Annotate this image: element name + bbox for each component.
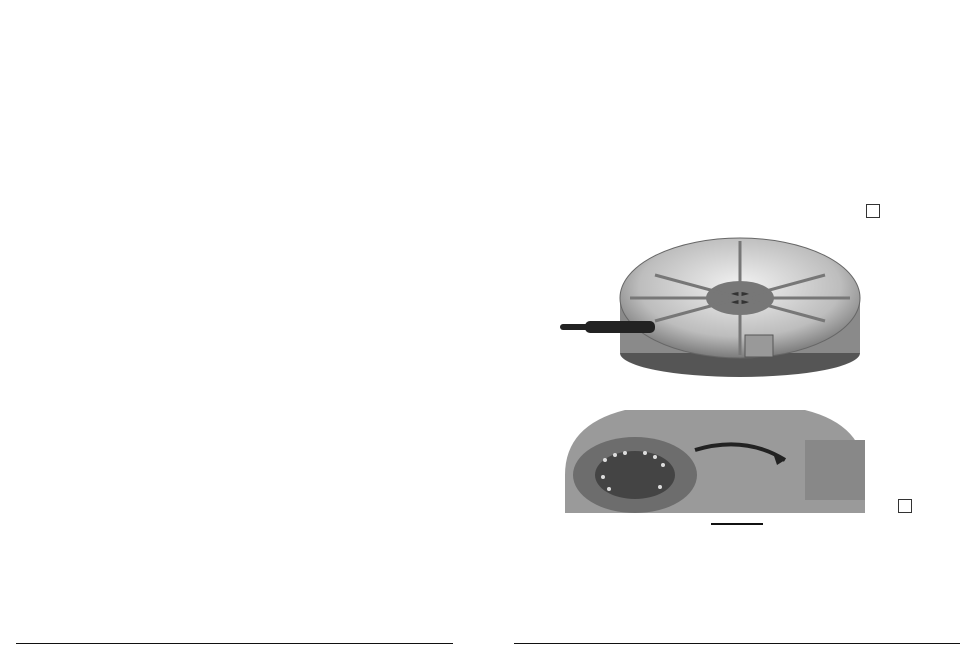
figure-4-number — [898, 499, 912, 513]
figure-4-handwheel — [545, 405, 885, 513]
left-footer-rule — [16, 643, 453, 644]
maintenance-heading — [514, 523, 960, 525]
figure-3-rotary-table — [560, 203, 890, 381]
right-footer-rule — [514, 643, 960, 644]
right-page — [514, 0, 960, 14]
left-page — [16, 0, 453, 1]
figure-3-number — [866, 204, 880, 218]
maintenance-section — [514, 523, 960, 529]
